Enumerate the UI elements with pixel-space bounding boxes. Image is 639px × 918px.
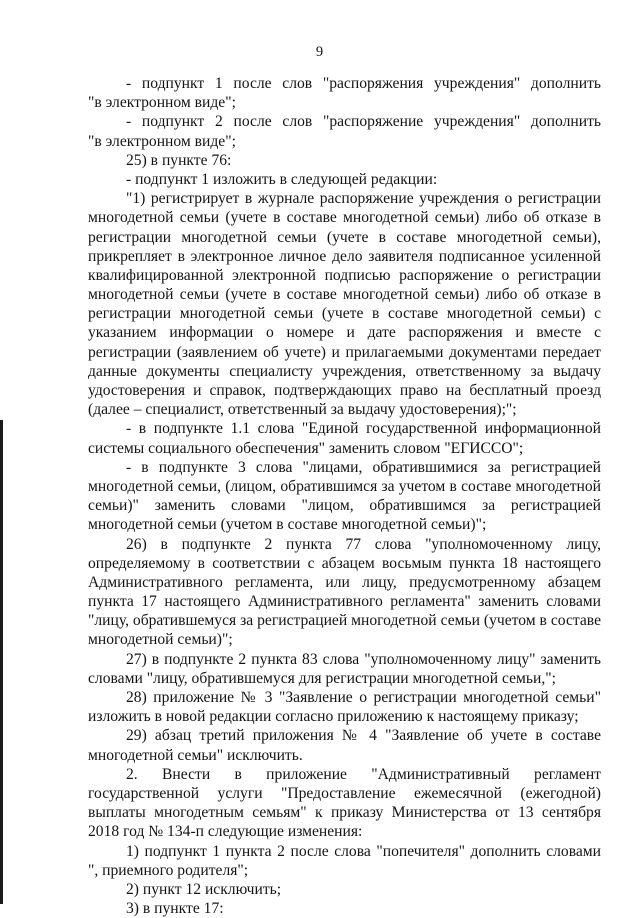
text-line: 2. Внести в приложение "Административный регламент	[126, 765, 601, 783]
text-line: государственной услуги "Предоставление ежемесячной (ежегодной)	[88, 784, 601, 802]
page-number: 9	[315, 44, 324, 60]
text-line: квалифицированной электронной подписью распоряжение о регистрации	[88, 266, 601, 284]
text-line: (далее – специалист, ответственный за выдачу удостоверения);";	[88, 401, 517, 419]
text-line: многодетной семьи (учетом в составе многодетной семьи)";	[88, 516, 487, 534]
text-line: регистрации многодетной семьи (учете в составе многодетной семьи) с	[88, 305, 601, 323]
text-line: прикрепляет в электронное личное дело заявителя подписанное усиленной	[88, 247, 601, 265]
text-line: - подпункт 1 изложить в следующей редакции:	[126, 170, 438, 188]
text-line: многодетной семьи" исключить.	[88, 746, 303, 764]
text-line: многодетной семьи, (лицом, обратившимся за учетом в составе многодетной	[88, 477, 601, 495]
text-line: 2018 год № 134-п следующие изменения:	[88, 823, 363, 841]
text-line: "лицу, обратившемуся за регистрацией многодетной семьи (учетом в составе	[88, 612, 601, 630]
text-line: - подпункт 2 после слов "распоряжение учреждения" дополнить	[126, 113, 601, 131]
text-line: изложить в новой редакции согласно приложению к настоящему приказу;	[88, 708, 579, 726]
text-line: указанием информации о номере и дате распоряжения и вместе с	[88, 324, 601, 342]
text-line: 27) в подпункте 2 пункта 83 слова "уполномоченному лицу" заменить	[126, 650, 601, 668]
document-body	[88, 74, 601, 918]
text-line: 26) в подпункте 2 пункта 77 слова "уполномоченному лицу,	[126, 535, 601, 553]
text-line: "в электронном виде";	[88, 132, 236, 150]
text-line: 2) пункт 12 исключить;	[126, 880, 282, 898]
text-line: многодетной семьи)";	[88, 631, 233, 649]
text-line: удостоверения и справок, подтверждающих право на бесплатный проезд	[88, 382, 601, 399]
text-line: семьи)" заменить словами "лицом, обратившимся за регистрацией	[88, 497, 601, 515]
text-line: определяемому в соответствии с абзацем восьмым пункта 18 настоящего	[88, 554, 601, 572]
text-line: 29) абзац третий приложения № 4 "Заявление об учете в составе	[126, 727, 601, 745]
text-line: данные документы специалисту учреждения, ответственному за выдачу	[88, 362, 601, 380]
text-line: "в электронном виде";	[88, 94, 236, 112]
text-line: пункта 17 настоящего Административного регламента" заменить словами	[88, 593, 601, 611]
text-line: 3) в пункте 17:	[126, 900, 224, 918]
text-line: 28) приложение № 3 "Заявление о регистрации многодетной семьи"	[126, 689, 601, 706]
text-line: регистрации (заявлением об учете) и прилагаемыми документами передает	[88, 343, 601, 361]
text-line: - подпункт 1 после слов "распоряжения учреждения" дополнить	[126, 75, 601, 92]
text-line: Административного регламента, или лицу, предусмотренному абзацем	[88, 573, 601, 591]
text-line: 25) в пункте 76:	[126, 151, 232, 169]
scan-edge-shadow	[0, 420, 3, 904]
text-line: - в подпункте 3 слова "лицами, обратившимися за регистрацией	[126, 458, 601, 476]
text-line: словами "лицу, обратившемуся для регистрации многодетной семьи,";	[88, 669, 556, 687]
text-line: "1) регистрирует в журнале распоряжение учреждения о регистрации	[126, 190, 601, 208]
text-line: регистрации многодетной семьи (учете в составе многодетной семьи),	[88, 228, 601, 246]
text-line: многодетной семьи (учете в составе многодетной семьи) либо об отказе в	[88, 209, 601, 227]
text-line: ", приемного родителя";	[88, 861, 249, 879]
text-line: выплаты многодетным семьям" к приказу Министерства от 13 сентября	[88, 804, 601, 822]
text-line: - в подпункте 1.1 слова "Единой государственной информационной	[126, 420, 601, 438]
text-line: многодетной семьи (учете в составе многодетной семьи) либо об отказе в	[88, 286, 601, 304]
text-line: системы социального обеспечения" заменить словом "ЕГИССО";	[88, 439, 524, 457]
text-line: 1) подпункт 1 пункта 2 после слова "попечителя" дополнить словами	[126, 842, 601, 860]
